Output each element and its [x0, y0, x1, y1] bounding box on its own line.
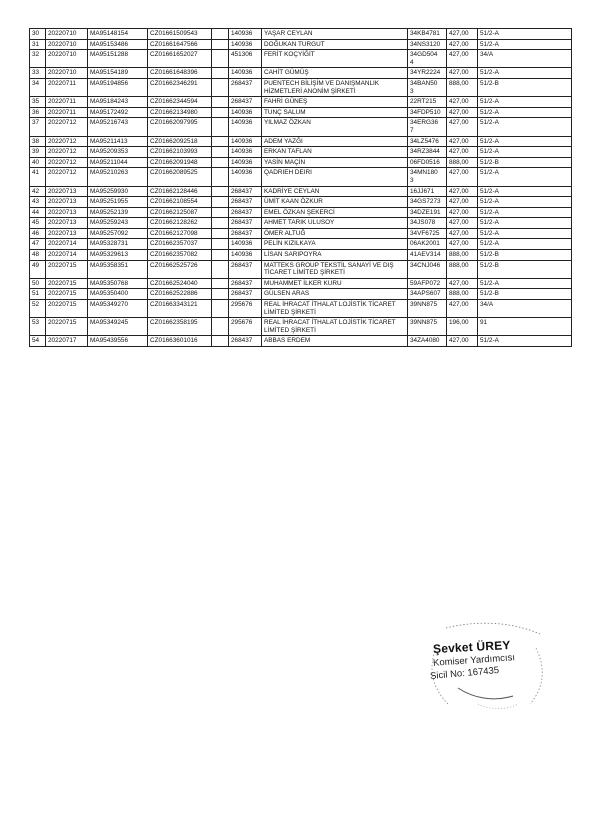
- date-cell: 20220715: [46, 318, 88, 336]
- table-row: [30, 136, 572, 147]
- plate-cell: 34RZ3844: [408, 147, 447, 158]
- amount-cell: 427,00: [447, 336, 478, 347]
- blank-cell-cell: [212, 239, 229, 250]
- document-number-cell: CZ01662128446: [148, 186, 212, 197]
- table-row: [30, 250, 572, 261]
- amount-cell: 427,00: [447, 107, 478, 118]
- article-cell: 51/2-A: [478, 136, 572, 147]
- table-row: [30, 197, 572, 208]
- document-number-cell: CZ01662127098: [148, 228, 212, 239]
- code-cell: 140936: [229, 157, 262, 168]
- amount-cell: 196,00: [447, 318, 478, 336]
- amount-cell: 427,00: [447, 39, 478, 50]
- amount-cell: 427,00: [447, 118, 478, 136]
- record-number-cell: MA95358351: [88, 260, 148, 278]
- date-cell: 20220714: [46, 239, 88, 250]
- signature-name: Şevket ÜREY: [432, 637, 511, 657]
- table-row: [30, 239, 572, 250]
- article-cell: 51/2-A: [478, 68, 572, 79]
- document-number-cell: CZ01661509543: [148, 29, 212, 40]
- document-number-cell: CZ01663343121: [148, 300, 212, 318]
- amount-cell: 888,00: [447, 250, 478, 261]
- table-row: [30, 289, 572, 300]
- date-cell: 20220715: [46, 260, 88, 278]
- plate-cell: 34APS607: [408, 289, 447, 300]
- row-number-cell: 39: [30, 147, 46, 158]
- plate-cell: 16JJ671: [408, 186, 447, 197]
- row-number-cell: 33: [30, 68, 46, 79]
- code-cell: 140936: [229, 147, 262, 158]
- row-number-cell: 30: [30, 29, 46, 40]
- date-cell: 20220710: [46, 29, 88, 40]
- row-number-cell: 41: [30, 168, 46, 186]
- code-cell: 268437: [229, 197, 262, 208]
- name-cell: CAHİT GÜMÜŞ: [262, 68, 408, 79]
- plate-cell: 34JS078: [408, 218, 447, 229]
- plate-cell: 22RT215: [408, 97, 447, 108]
- document-number-cell: CZ01662524040: [148, 278, 212, 289]
- name-cell: MATTEKS GROUP TEKSTİL SANAYİ VE DIŞ TİCARET LİMİTED ŞİRKETİ: [262, 260, 408, 278]
- amount-cell: 427,00: [447, 278, 478, 289]
- amount-cell: 427,00: [447, 136, 478, 147]
- article-cell: 51/2-A: [478, 107, 572, 118]
- plate-cell: 34YR2224: [408, 68, 447, 79]
- table-row: [30, 50, 572, 68]
- table-row: [30, 107, 572, 118]
- row-number-cell: 36: [30, 107, 46, 118]
- name-cell: LİSAN SARIPOYRA: [262, 250, 408, 261]
- document-number-cell: CZ01662125087: [148, 207, 212, 218]
- date-cell: 20220713: [46, 228, 88, 239]
- document-number-cell: CZ01662357037: [148, 239, 212, 250]
- date-cell: 20220714: [46, 250, 88, 261]
- row-number-cell: 47: [30, 239, 46, 250]
- amount-cell: 427,00: [447, 218, 478, 229]
- article-cell: 51/2-A: [478, 228, 572, 239]
- date-cell: 20220711: [46, 78, 88, 96]
- article-cell: 51/2-B: [478, 289, 572, 300]
- plate-cell: 34DZE191: [408, 207, 447, 218]
- table-row: [30, 168, 572, 186]
- table-row: [30, 29, 572, 40]
- code-cell: 140936: [229, 168, 262, 186]
- document-number-cell: CZ01663601016: [148, 336, 212, 347]
- date-cell: 20220710: [46, 39, 88, 50]
- name-cell: TUNÇ SALUM: [262, 107, 408, 118]
- amount-cell: 427,00: [447, 207, 478, 218]
- table-row: [30, 218, 572, 229]
- record-number-cell: MA95209353: [88, 147, 148, 158]
- article-cell: 51/2-A: [478, 218, 572, 229]
- code-cell: 140936: [229, 250, 262, 261]
- document-number-cell: CZ01662092518: [148, 136, 212, 147]
- blank-cell-cell: [212, 78, 229, 96]
- date-cell: 20220717: [46, 336, 88, 347]
- row-number-cell: 49: [30, 260, 46, 278]
- amount-cell: 427,00: [447, 239, 478, 250]
- article-cell: 51/2-A: [478, 29, 572, 40]
- row-number-cell: 31: [30, 39, 46, 50]
- blank-cell-cell: [212, 197, 229, 208]
- table-row: [30, 78, 572, 96]
- name-cell: MUHAMMET İLKER KURU: [262, 278, 408, 289]
- date-cell: 20220712: [46, 136, 88, 147]
- row-number-cell: 52: [30, 300, 46, 318]
- document-number-cell: CZ01662525726: [148, 260, 212, 278]
- record-number-cell: MA95329613: [88, 250, 148, 261]
- article-cell: 51/2-A: [478, 39, 572, 50]
- name-cell: ADEM YAZĞI: [262, 136, 408, 147]
- article-cell: 91: [478, 318, 572, 336]
- amount-cell: 427,00: [447, 186, 478, 197]
- table-row: [30, 147, 572, 158]
- blank-cell-cell: [212, 300, 229, 318]
- row-number-cell: 44: [30, 207, 46, 218]
- code-cell: 268437: [229, 289, 262, 300]
- code-cell: 140936: [229, 136, 262, 147]
- article-cell: 51/2-A: [478, 197, 572, 208]
- code-cell: 268437: [229, 218, 262, 229]
- records-table: [29, 28, 572, 347]
- blank-cell-cell: [212, 207, 229, 218]
- code-cell: 268437: [229, 336, 262, 347]
- records-table-body: [30, 29, 572, 347]
- document-number-cell: CZ01662357082: [148, 250, 212, 261]
- date-cell: 20220712: [46, 147, 88, 158]
- plate-cell: 34FDP510: [408, 107, 447, 118]
- record-number-cell: MA95349270: [88, 300, 148, 318]
- document-number-cell: CZ01662522886: [148, 289, 212, 300]
- record-number-cell: MA95259930: [88, 186, 148, 197]
- code-cell: 140936: [229, 39, 262, 50]
- blank-cell-cell: [212, 260, 229, 278]
- blank-cell-cell: [212, 136, 229, 147]
- amount-cell: 888,00: [447, 78, 478, 96]
- document-number-cell: CZ01662108554: [148, 197, 212, 208]
- blank-cell-cell: [212, 168, 229, 186]
- plate-cell: 06FD0516: [408, 157, 447, 168]
- name-cell: FAHRİ GÜNEŞ: [262, 97, 408, 108]
- code-cell: 140936: [229, 68, 262, 79]
- name-cell: ÖMER ALTUĞ: [262, 228, 408, 239]
- row-number-cell: 34: [30, 78, 46, 96]
- article-cell: 51/2-A: [478, 207, 572, 218]
- name-cell: DOĞUKAN TURGUT: [262, 39, 408, 50]
- article-cell: 51/2-A: [478, 278, 572, 289]
- code-cell: 268437: [229, 186, 262, 197]
- date-cell: 20220715: [46, 289, 88, 300]
- code-cell: 268437: [229, 260, 262, 278]
- blank-cell-cell: [212, 289, 229, 300]
- blank-cell-cell: [212, 68, 229, 79]
- code-cell: 140936: [229, 107, 262, 118]
- record-number-cell: MA95350400: [88, 289, 148, 300]
- record-number-cell: MA95211413: [88, 136, 148, 147]
- date-cell: 20220715: [46, 300, 88, 318]
- name-cell: ERKAN TAFLAN: [262, 147, 408, 158]
- code-cell: 140936: [229, 118, 262, 136]
- plate-cell: 41AEV314: [408, 250, 447, 261]
- row-number-cell: 50: [30, 278, 46, 289]
- date-cell: 20220710: [46, 68, 88, 79]
- article-cell: 34/A: [478, 50, 572, 68]
- amount-cell: 427,00: [447, 228, 478, 239]
- record-number-cell: MA95257092: [88, 228, 148, 239]
- date-cell: 20220712: [46, 168, 88, 186]
- record-number-cell: MA95184243: [88, 97, 148, 108]
- record-number-cell: MA95349245: [88, 318, 148, 336]
- plate-cell: 34CNJ046: [408, 260, 447, 278]
- amount-cell: 427,00: [447, 68, 478, 79]
- plate-cell: 34GS7273: [408, 197, 447, 208]
- document-number-cell: CZ01661652027: [148, 50, 212, 68]
- document-number-cell: CZ01662091948: [148, 157, 212, 168]
- record-number-cell: MA95252139: [88, 207, 148, 218]
- table-row: [30, 186, 572, 197]
- amount-cell: 427,00: [447, 168, 478, 186]
- plate-cell: 34VF6725: [408, 228, 447, 239]
- table-row: [30, 39, 572, 50]
- date-cell: 20220712: [46, 157, 88, 168]
- table-row: [30, 278, 572, 289]
- date-cell: 20220713: [46, 218, 88, 229]
- code-cell: 268437: [229, 278, 262, 289]
- code-cell: 140936: [229, 29, 262, 40]
- row-number-cell: 45: [30, 218, 46, 229]
- name-cell: REAL İHRACAT İTHALAT LOJİSTİK TİCARET LİMİTED ŞİRKETİ: [262, 318, 408, 336]
- code-cell: 268437: [229, 228, 262, 239]
- amount-cell: 888,00: [447, 260, 478, 278]
- article-cell: 51/2-B: [478, 260, 572, 278]
- name-cell: AHMET TARIK ULUSOY: [262, 218, 408, 229]
- date-cell: 20220711: [46, 107, 88, 118]
- amount-cell: 888,00: [447, 289, 478, 300]
- plate-cell: 59AFP072: [408, 278, 447, 289]
- record-number-cell: MA95210263: [88, 168, 148, 186]
- amount-cell: 888,00: [447, 157, 478, 168]
- row-number-cell: 54: [30, 336, 46, 347]
- row-number-cell: 37: [30, 118, 46, 136]
- name-cell: YASİN MAÇİN: [262, 157, 408, 168]
- article-cell: 51/2-B: [478, 78, 572, 96]
- document-number-cell: CZ01661648396: [148, 68, 212, 79]
- blank-cell-cell: [212, 186, 229, 197]
- name-cell: REAL İHRACAT İTHALAT LOJİSTİK TİCARET LİMİTED ŞİRKETİ: [262, 300, 408, 318]
- signature-registry-number: Sicil No: 167435: [429, 665, 500, 682]
- table-row: [30, 228, 572, 239]
- row-number-cell: 43: [30, 197, 46, 208]
- table-row: [30, 260, 572, 278]
- name-cell: GÜLSEN ARAS: [262, 289, 408, 300]
- amount-cell: 427,00: [447, 300, 478, 318]
- date-cell: 20220710: [46, 50, 88, 68]
- plate-cell: 34ERG36 7: [408, 118, 447, 136]
- article-cell: 51/2-A: [478, 118, 572, 136]
- plate-cell: 34LZ5476: [408, 136, 447, 147]
- code-cell: 451306: [229, 50, 262, 68]
- name-cell: PELİN KIZILKAYA: [262, 239, 408, 250]
- plate-cell: 34GD504 4: [408, 50, 447, 68]
- table-row: [30, 97, 572, 108]
- document-number-cell: CZ01662089525: [148, 168, 212, 186]
- record-number-cell: MA95328731: [88, 239, 148, 250]
- row-number-cell: 53: [30, 318, 46, 336]
- code-cell: 268437: [229, 78, 262, 96]
- amount-cell: 427,00: [447, 50, 478, 68]
- amount-cell: 427,00: [447, 147, 478, 158]
- amount-cell: 427,00: [447, 97, 478, 108]
- plate-cell: 34BAN50 3: [408, 78, 447, 96]
- table-row: [30, 207, 572, 218]
- record-number-cell: MA95216743: [88, 118, 148, 136]
- blank-cell-cell: [212, 29, 229, 40]
- document-number-cell: CZ01662103993: [148, 147, 212, 158]
- article-cell: 51/2-A: [478, 168, 572, 186]
- article-cell: 51/2-A: [478, 147, 572, 158]
- table-row: [30, 157, 572, 168]
- table-row: [30, 68, 572, 79]
- name-cell: QADRIEH DEIRI: [262, 168, 408, 186]
- record-number-cell: MA95350768: [88, 278, 148, 289]
- row-number-cell: 32: [30, 50, 46, 68]
- article-cell: 51/2-A: [478, 336, 572, 347]
- date-cell: 20220713: [46, 197, 88, 208]
- record-number-cell: MA95211044: [88, 157, 148, 168]
- blank-cell-cell: [212, 250, 229, 261]
- date-cell: 20220712: [46, 118, 88, 136]
- document-number-cell: CZ01662358195: [148, 318, 212, 336]
- date-cell: 20220713: [46, 186, 88, 197]
- table-row: [30, 318, 572, 336]
- record-number-cell: MA95148154: [88, 29, 148, 40]
- document-number-cell: CZ01662344594: [148, 97, 212, 108]
- plate-cell: 34NS3120: [408, 39, 447, 50]
- plate-cell: 34MN180 3: [408, 168, 447, 186]
- record-number-cell: MA95172492: [88, 107, 148, 118]
- blank-cell-cell: [212, 50, 229, 68]
- document-number-cell: CZ01661647566: [148, 39, 212, 50]
- document-number-cell: CZ01662128262: [148, 218, 212, 229]
- table-row: [30, 336, 572, 347]
- plate-cell: 39NN875: [408, 318, 447, 336]
- date-cell: 20220715: [46, 278, 88, 289]
- article-cell: 34/A: [478, 300, 572, 318]
- row-number-cell: 38: [30, 136, 46, 147]
- blank-cell-cell: [212, 228, 229, 239]
- blank-cell-cell: [212, 147, 229, 158]
- document-number-cell: CZ01662097995: [148, 118, 212, 136]
- name-cell: PUENTECH BİLİŞİM VE DANIŞMANLIK HİZMETLERİ ANONİM ŞİRKETİ: [262, 78, 408, 96]
- blank-cell-cell: [212, 107, 229, 118]
- name-cell: ABBAS ERDEM: [262, 336, 408, 347]
- article-cell: 51/2-A: [478, 97, 572, 108]
- name-cell: EMEL ÖZKAN ŞEKERCİ: [262, 207, 408, 218]
- signature-title: Komiser Yardımcısı: [432, 652, 516, 669]
- plate-cell: 06AK2001: [408, 239, 447, 250]
- article-cell: 51/2-B: [478, 250, 572, 261]
- record-number-cell: MA95251955: [88, 197, 148, 208]
- blank-cell-cell: [212, 118, 229, 136]
- code-cell: 140936: [229, 239, 262, 250]
- document-number-cell: CZ01662134980: [148, 107, 212, 118]
- row-number-cell: 46: [30, 228, 46, 239]
- plate-cell: 39NN875: [408, 300, 447, 318]
- blank-cell-cell: [212, 218, 229, 229]
- row-number-cell: 35: [30, 97, 46, 108]
- name-cell: ÜMİT KAAN ÖZKUR: [262, 197, 408, 208]
- blank-cell-cell: [212, 157, 229, 168]
- article-cell: 51/2-A: [478, 239, 572, 250]
- record-number-cell: MA95194856: [88, 78, 148, 96]
- code-cell: 268437: [229, 97, 262, 108]
- row-number-cell: 42: [30, 186, 46, 197]
- name-cell: YAŞAR CEYLAN: [262, 29, 408, 40]
- plate-cell: 34ZA4080: [408, 336, 447, 347]
- record-number-cell: MA95151288: [88, 50, 148, 68]
- amount-cell: 427,00: [447, 197, 478, 208]
- article-cell: 51/2-A: [478, 186, 572, 197]
- record-number-cell: MA95439556: [88, 336, 148, 347]
- row-number-cell: 51: [30, 289, 46, 300]
- record-number-cell: MA95154189: [88, 68, 148, 79]
- name-cell: KADRİYE CEYLAN: [262, 186, 408, 197]
- name-cell: FERİT KOÇYİĞİT: [262, 50, 408, 68]
- date-cell: 20220713: [46, 207, 88, 218]
- plate-cell: 34KB4781: [408, 29, 447, 40]
- table-row: [30, 300, 572, 318]
- code-cell: 268437: [229, 207, 262, 218]
- blank-cell-cell: [212, 278, 229, 289]
- amount-cell: 427,00: [447, 29, 478, 40]
- blank-cell-cell: [212, 318, 229, 336]
- blank-cell-cell: [212, 336, 229, 347]
- name-cell: YILMAZ ÖZKAN: [262, 118, 408, 136]
- article-cell: 51/2-B: [478, 157, 572, 168]
- record-number-cell: MA95259243: [88, 218, 148, 229]
- blank-cell-cell: [212, 97, 229, 108]
- code-cell: 295676: [229, 300, 262, 318]
- row-number-cell: 40: [30, 157, 46, 168]
- document-number-cell: CZ01662346291: [148, 78, 212, 96]
- date-cell: 20220711: [46, 97, 88, 108]
- row-number-cell: 48: [30, 250, 46, 261]
- table-row: [30, 118, 572, 136]
- blank-cell-cell: [212, 39, 229, 50]
- record-number-cell: MA95153486: [88, 39, 148, 50]
- code-cell: 295676: [229, 318, 262, 336]
